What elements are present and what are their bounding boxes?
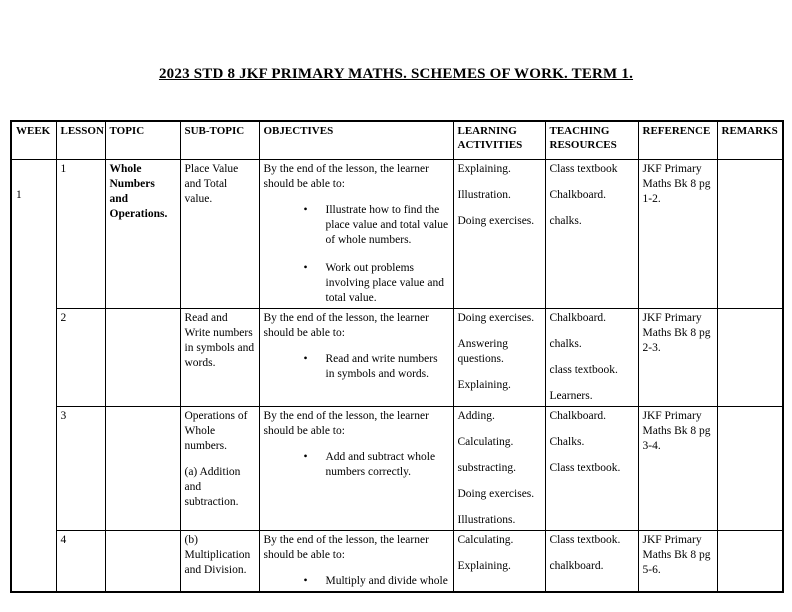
page-title: 2023 STD 8 JKF PRIMARY MATHS. SCHEMES OF WORK. TERM 1. <box>158 66 634 82</box>
activity-item: Doing exercises. <box>457 214 535 227</box>
subtopic-text: Read and Write numbers in symbols and words. <box>184 311 255 369</box>
week-number: 1 <box>16 188 22 201</box>
table-header-row <box>11 121 783 159</box>
table-row <box>11 406 783 530</box>
col-header-topic: TOPIC <box>105 121 180 159</box>
col-header-activities: LEARNING ACTIVITIES <box>453 121 545 159</box>
activities-cell <box>453 159 545 308</box>
topic-cell <box>105 308 180 406</box>
topic-cell <box>105 530 180 592</box>
activity-item: Adding. <box>457 409 495 422</box>
subtopic-text: (a) Addition and subtraction. <box>184 465 241 508</box>
subtopic-cell <box>180 308 259 406</box>
activity-item: Illustration. <box>457 188 511 201</box>
activity-item: Explaining. <box>457 559 511 572</box>
activities-cell <box>453 308 545 406</box>
resource-item: Learners. <box>549 389 593 402</box>
activity-item: substracting. <box>457 461 516 474</box>
resources-cell <box>545 530 638 592</box>
objectives-intro: By the end of the lesson, the learner should be able to: <box>263 409 429 437</box>
reference-cell: JKF Primary Maths Bk 8 pg 3-4. <box>638 406 717 530</box>
activities-cell <box>453 406 545 530</box>
objectives-cell <box>259 159 453 308</box>
col-header-objectives: OBJECTIVES <box>259 121 453 159</box>
reference-cell: JKF Primary Maths Bk 8 pg 2-3. <box>638 308 717 406</box>
col-header-lesson: LESSON <box>56 121 105 159</box>
scheme-of-work-table <box>10 120 784 593</box>
objectives-intro: By the end of the lesson, the learner should be able to: <box>263 533 429 561</box>
activities-cell <box>453 530 545 592</box>
resource-item: Class textbook <box>549 162 618 175</box>
table-row <box>11 308 783 406</box>
resources-cell <box>545 406 638 530</box>
resource-item: Chalks. <box>549 435 585 448</box>
col-header-reference: REFERENCE <box>638 121 717 159</box>
activity-item: Illustrations. <box>457 513 516 526</box>
subtopic-cell <box>180 530 259 592</box>
objectives-list <box>264 352 449 382</box>
remarks-cell <box>717 159 783 308</box>
resource-item: Class textbook. <box>549 533 621 546</box>
objectives-intro: By the end of the lesson, the learner should be able to: <box>263 311 429 339</box>
resource-item: chalks. <box>549 337 582 350</box>
objectives-cell <box>259 308 453 406</box>
topic-cell <box>105 406 180 530</box>
resources-cell <box>545 159 638 308</box>
topic-cell: Whole Numbers and Operations. <box>105 159 180 308</box>
col-header-subtopic: SUB-TOPIC <box>180 121 259 159</box>
activity-item: Explaining. <box>457 378 511 391</box>
objective-item: • Illustrate how to find the place value and total value of whole numbers. <box>326 203 449 248</box>
resource-item: class textbook. <box>549 363 618 376</box>
resource-item: chalks. <box>549 214 582 227</box>
lesson-cell: 1 <box>56 159 105 308</box>
resource-item: chalkboard. <box>549 559 604 572</box>
subtopic-cell <box>180 406 259 530</box>
week-cell <box>11 159 56 592</box>
activity-item: Doing exercises. <box>457 311 535 324</box>
col-header-week: WEEK <box>11 121 56 159</box>
col-header-remarks: REMARKS <box>717 121 783 159</box>
table-row <box>11 530 783 592</box>
col-header-resources: TEACHING RESOURCES <box>545 121 638 159</box>
resource-item: Class textbook. <box>549 461 621 474</box>
objectives-cell <box>259 530 453 592</box>
resource-item: Chalkboard. <box>549 188 607 201</box>
resource-item: Chalkboard. <box>549 409 607 422</box>
objective-item: • Work out problems involving place value and total value. <box>326 261 449 306</box>
subtopic-text: Operations of Whole numbers. <box>184 409 248 452</box>
reference-cell: JKF Primary Maths Bk 8 pg 5-6. <box>638 530 717 592</box>
objectives-list <box>264 574 449 589</box>
objectives-intro: By the end of the lesson, the learner should be able to: <box>263 162 429 190</box>
remarks-cell <box>717 308 783 406</box>
objectives-cell <box>259 406 453 530</box>
activity-item: Doing exercises. <box>457 487 535 500</box>
resources-cell <box>545 308 638 406</box>
activity-item: Calculating. <box>457 533 514 546</box>
activity-item: Answering questions. <box>457 337 508 365</box>
subtopic-cell <box>180 159 259 308</box>
objectives-list <box>264 203 449 306</box>
lesson-cell: 3 <box>56 406 105 530</box>
objective-item: • Multiply and divide whole <box>326 574 449 589</box>
lesson-cell: 2 <box>56 308 105 406</box>
objectives-list <box>264 450 449 480</box>
remarks-cell <box>717 406 783 530</box>
subtopic-text: Place Value and Total value. <box>184 162 239 205</box>
objective-item: • Add and subtract whole numbers correctly. <box>326 450 449 480</box>
reference-cell: JKF Primary Maths Bk 8 pg 1-2. <box>638 159 717 308</box>
table-row <box>11 159 783 308</box>
lesson-cell: 4 <box>56 530 105 592</box>
subtopic-text: (b) Multiplication and Division. <box>184 533 251 576</box>
remarks-cell <box>717 530 783 592</box>
activity-item: Explaining. <box>457 162 511 175</box>
objective-item: • Read and write numbers in symbols and words. <box>326 352 449 382</box>
resource-item: Chalkboard. <box>549 311 607 324</box>
activity-item: Calculating. <box>457 435 514 448</box>
